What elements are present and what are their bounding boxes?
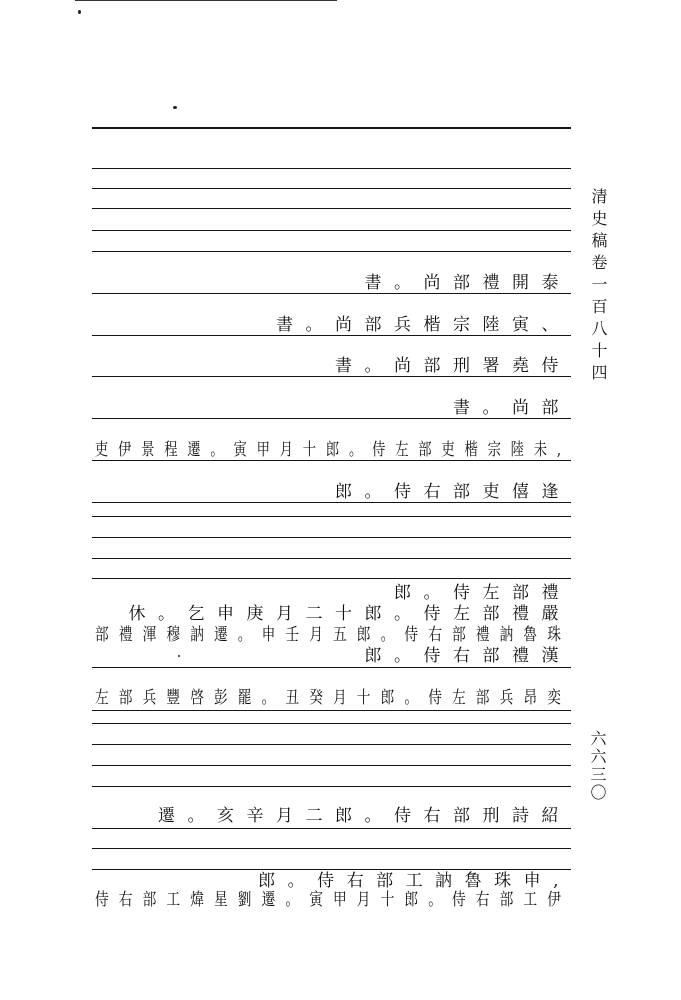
row-text: 書。尚部禮開泰 xyxy=(364,273,571,293)
table-row xyxy=(129,603,572,625)
row-text: 左部兵豐啓彭罷。丑癸月十郎。侍左部兵昂奕 xyxy=(95,688,571,708)
top-edge-line xyxy=(75,0,337,1)
margin-title: 清史稿卷一百八十四 xyxy=(589,188,608,386)
table-rule xyxy=(92,516,571,517)
table-row xyxy=(276,314,571,336)
table-rule xyxy=(92,723,571,724)
ink-speck xyxy=(78,10,81,14)
table-row xyxy=(394,582,571,604)
row-text: 遷。亥辛月二郎。侍右部刑詩紹 xyxy=(158,806,571,826)
table-rule xyxy=(92,710,571,711)
table-row xyxy=(365,645,572,667)
table-row xyxy=(0,624,571,646)
table-rule xyxy=(92,744,571,745)
table-rule xyxy=(92,188,571,189)
table-rule xyxy=(92,230,571,231)
table-row xyxy=(0,889,571,911)
page-number: 六六三〇 xyxy=(588,730,607,802)
table-rule xyxy=(92,848,571,849)
table-row xyxy=(0,687,571,709)
row-text: 休。乞申庚月二十郎。侍左部禮嚴 xyxy=(128,604,571,624)
table-rule xyxy=(92,168,571,169)
table-row xyxy=(453,397,571,419)
ink-speck xyxy=(173,106,177,109)
table-rule xyxy=(92,537,571,538)
row-text: 郎。侍右部吏僖逢 xyxy=(335,482,571,502)
table-rule xyxy=(92,786,571,787)
table-row xyxy=(335,355,571,377)
row-text: 吏伊景程遷。寅甲月十郎。侍左部吏楷宗陸未, xyxy=(95,440,571,460)
table-row xyxy=(0,439,571,461)
table-rule xyxy=(92,765,571,766)
row-text: 郎。侍左部禮 xyxy=(394,583,571,603)
table-row xyxy=(335,481,571,503)
row-text: 侍右部工煒星劉遷。寅甲月十郎。侍右部工伊 xyxy=(95,890,571,910)
row-text: 書。尚部 xyxy=(453,398,571,418)
ink-speck xyxy=(178,655,180,657)
row-text: 郎。侍右部工訥魯珠申, xyxy=(258,871,571,891)
row-text: 書。尚部兵楷宗陸寅、 xyxy=(276,315,571,335)
table-row xyxy=(365,272,572,294)
table-rule xyxy=(92,251,571,252)
table-top-rule xyxy=(92,127,571,129)
table-row xyxy=(158,805,571,827)
table-rule xyxy=(92,208,571,209)
row-text: 部禮渾穆訥遷。申壬月五郎。侍右部禮訥魯珠 xyxy=(95,625,571,645)
row-text: 書。尚部刑署堯侍 xyxy=(335,356,571,376)
table-rule xyxy=(92,558,571,559)
table-rule xyxy=(92,667,571,668)
table-rule xyxy=(92,578,571,579)
table-rule xyxy=(92,828,571,829)
row-text: 郎。侍右部禮漢 xyxy=(364,646,571,666)
